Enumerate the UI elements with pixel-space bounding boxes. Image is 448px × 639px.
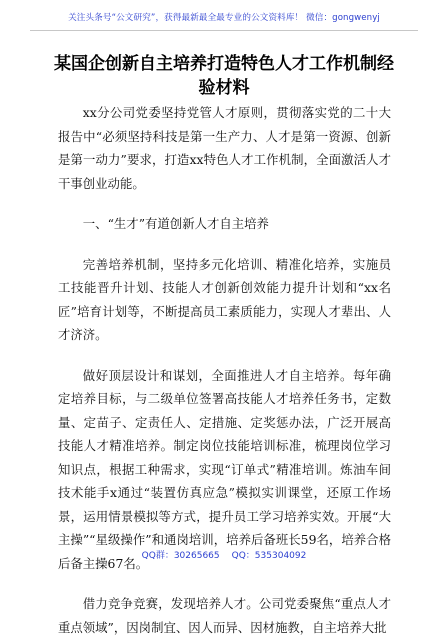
document-title: 某国企创新自主培养打造特色人才工作机制经验材料: [54, 54, 394, 98]
header-promo-text: 关注头条号“公文研究”，获得最新最全最专业的公文资料库！ 微信：gongwenyj: [68, 13, 380, 23]
intro-paragraph: xx分公司党委坚持党管人才原则，贯彻落实党的二十大报告中“必须坚持科技是第一生产力、人才是第一资源、创新是第一动力”要求，打造xx特色人才工作机制，全面激活人才干事创业动能。: [58, 105, 391, 191]
header-bar: [30, 4, 418, 31]
footer: [0, 548, 448, 561]
footer-qq-group: QQ群：30265665: [141, 551, 220, 561]
body-paragraph: 借力竞争竞赛，发现培养人才。公司党委聚焦“重点人才重点领域”，因岗制宜、因人而异、因材施教，自主培养大批: [58, 596, 391, 635]
body-paragraph: 做好顶层设计和谋划，全面推进人才自主培养。每年确定培养目标，与二级单位签署高技能人才培养任务书，定数量、定苗子、定责任人、定措施、定奖惩办法，广泛开展高技能人才精准培养。制定岗位技能培训标准，梳理岗位学习知识点，根据工种需求，实现“订单式”精准培训。炼油车间技术能手x通过“装置仿真应急”模拟实训课堂，还原工作场景，运用情景模拟等方式，提升员工学习培养实效。开展“大主操”“星级操作”和通岗培训，培养后备班长59名，培养合格后备主操67名。: [58, 367, 391, 571]
footer-qq: QQ：535304092: [231, 551, 307, 561]
section-heading: 一、“生才”有道创新人才自主培养: [82, 216, 269, 231]
body-paragraph: 完善培养机制，坚持多元化培训、精准化培养，实施员工技能晋升计划、技能人才创新创效能力提升计划和“xx名匠”培育计划等，不断提高员工素质能力，实现人才辈出、人才济济。: [58, 256, 391, 342]
